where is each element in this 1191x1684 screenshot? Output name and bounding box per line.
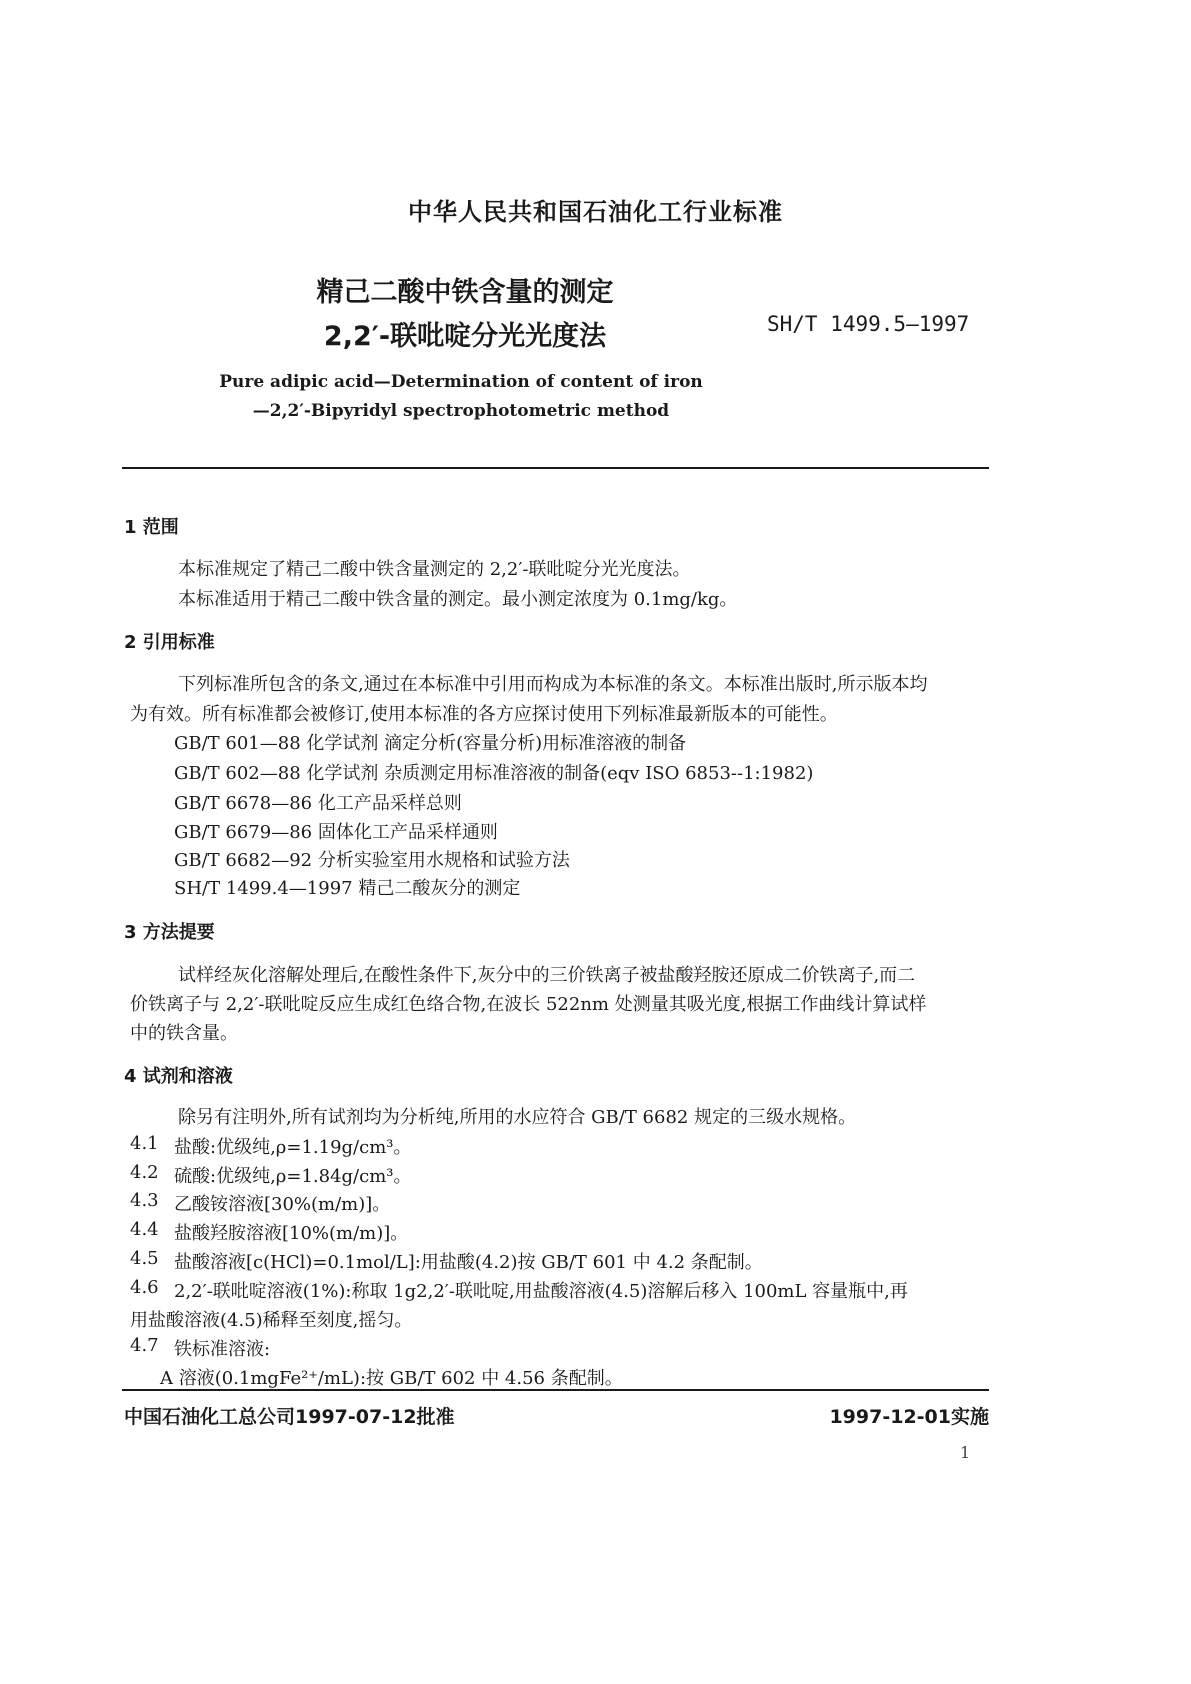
item-text: 盐酸羟胺溶液[10%(m/m)]。 (174, 1223, 409, 1244)
section-4-heading: 4 试剂和溶液 (124, 1066, 233, 1087)
standard-code: SH/T 1499.5—1997 (767, 312, 970, 336)
section-1-line-2: 本标准适用于精己二酸中铁含量的测定。最小测定浓度为 0.1mg/kg。 (178, 589, 738, 610)
section-4-intro: 除另有注明外,所有试剂均为分析纯,所用的水应符合 GB/T 6682 规定的三级水规格。 (178, 1107, 857, 1128)
approval-line: 中国石油化工总公司1997-07-12批准 (124, 1406, 455, 1428)
solution-a-line: A 溶液(0.1mgFe²⁺/mL):按 GB/T 602 中 4.56 条配制。 (160, 1368, 623, 1389)
item-text: 2,2′-联吡啶溶液(1%):称取 1g2,2′-联吡啶,用盐酸溶液(4.5)溶解后移入 100mL 容量瓶中,再 (174, 1281, 908, 1302)
reference-item: SH/T 1499.4—1997 精己二酸灰分的测定 (174, 878, 521, 899)
english-title-line-1: Pure adipic acid—Determination of content of iron (219, 372, 703, 392)
footer-rule (122, 1389, 989, 1391)
reference-item: GB/T 601—88 化学试剂 滴定分析(容量分析)用标准溶液的制备 (174, 733, 687, 754)
item-number: 4.2 (130, 1162, 159, 1183)
item-text: 盐酸溶液[c(HCl)=0.1mol/L]:用盐酸(4.2)按 GB/T 601 中 4.2 条配制。 (174, 1252, 763, 1273)
title-line-2: 2,2′-联吡啶分光光度法 (323, 321, 607, 352)
item-number: 4.5 (130, 1248, 159, 1269)
section-3-line-3: 中的铁含量。 (130, 1023, 238, 1044)
standard-category: 中华人民共和国石油化工行业标准 (408, 198, 783, 226)
effective-date: 1997-12-01实施 (829, 1406, 989, 1428)
section-2-intro-2: 为有效。所有标准都会被修订,使用本标准的各方应探讨使用下列标准最新版本的可能性。 (130, 704, 838, 725)
section-1-line-1: 本标准规定了精己二酸中铁含量测定的 2,2′-联吡啶分光光度法。 (178, 559, 691, 580)
title-line-1: 精己二酸中铁含量的测定 (316, 277, 614, 308)
item-text: 盐酸:优级纯,ρ=1.19g/cm³。 (174, 1137, 412, 1158)
section-1-heading: 1 范围 (124, 517, 179, 538)
section-3-line-2: 价铁离子与 2,2′-联吡啶反应生成红色络合物,在波长 522nm 处测量其吸光度,根据工作曲线计算试样 (130, 994, 927, 1015)
section-3-line-1: 试样经灰化溶解处理后,在酸性条件下,灰分中的三价铁离子被盐酸羟胺还原成二价铁离子,而二 (178, 965, 916, 986)
item-text: 铁标准溶液: (174, 1339, 271, 1360)
item-number: 4.3 (130, 1190, 159, 1211)
reference-item: GB/T 602—88 化学试剂 杂质测定用标准溶液的制备(eqv ISO 6853--1:1982) (174, 763, 814, 784)
item-number: 4.1 (130, 1133, 159, 1154)
reference-item: GB/T 6682—92 分析实验室用水规格和试验方法 (174, 850, 570, 871)
page-number: 1 (960, 1443, 971, 1462)
item-number: 4.4 (130, 1219, 159, 1240)
reference-item: GB/T 6679—86 固体化工产品采样通则 (174, 822, 498, 843)
item-text: 硫酸:优级纯,ρ=1.84g/cm³。 (174, 1166, 412, 1187)
item-text-continuation: 用盐酸溶液(4.5)稀释至刻度,摇匀。 (130, 1310, 413, 1331)
section-2-intro-1: 下列标准所包含的条文,通过在本标准中引用而构成为本标准的条文。本标准出版时,所示版本均 (178, 674, 928, 695)
item-number: 4.6 (130, 1277, 159, 1298)
section-3-heading: 3 方法提要 (124, 922, 215, 943)
item-text: 乙酸铵溶液[30%(m/m)]。 (174, 1194, 391, 1215)
reference-item: GB/T 6678—86 化工产品采样总则 (174, 793, 462, 814)
english-title-line-2: —2,2′-Bipyridyl spectrophotometric method (252, 401, 670, 421)
section-2-heading: 2 引用标准 (124, 632, 215, 653)
item-number: 4.7 (130, 1335, 159, 1356)
header-rule (122, 467, 989, 469)
